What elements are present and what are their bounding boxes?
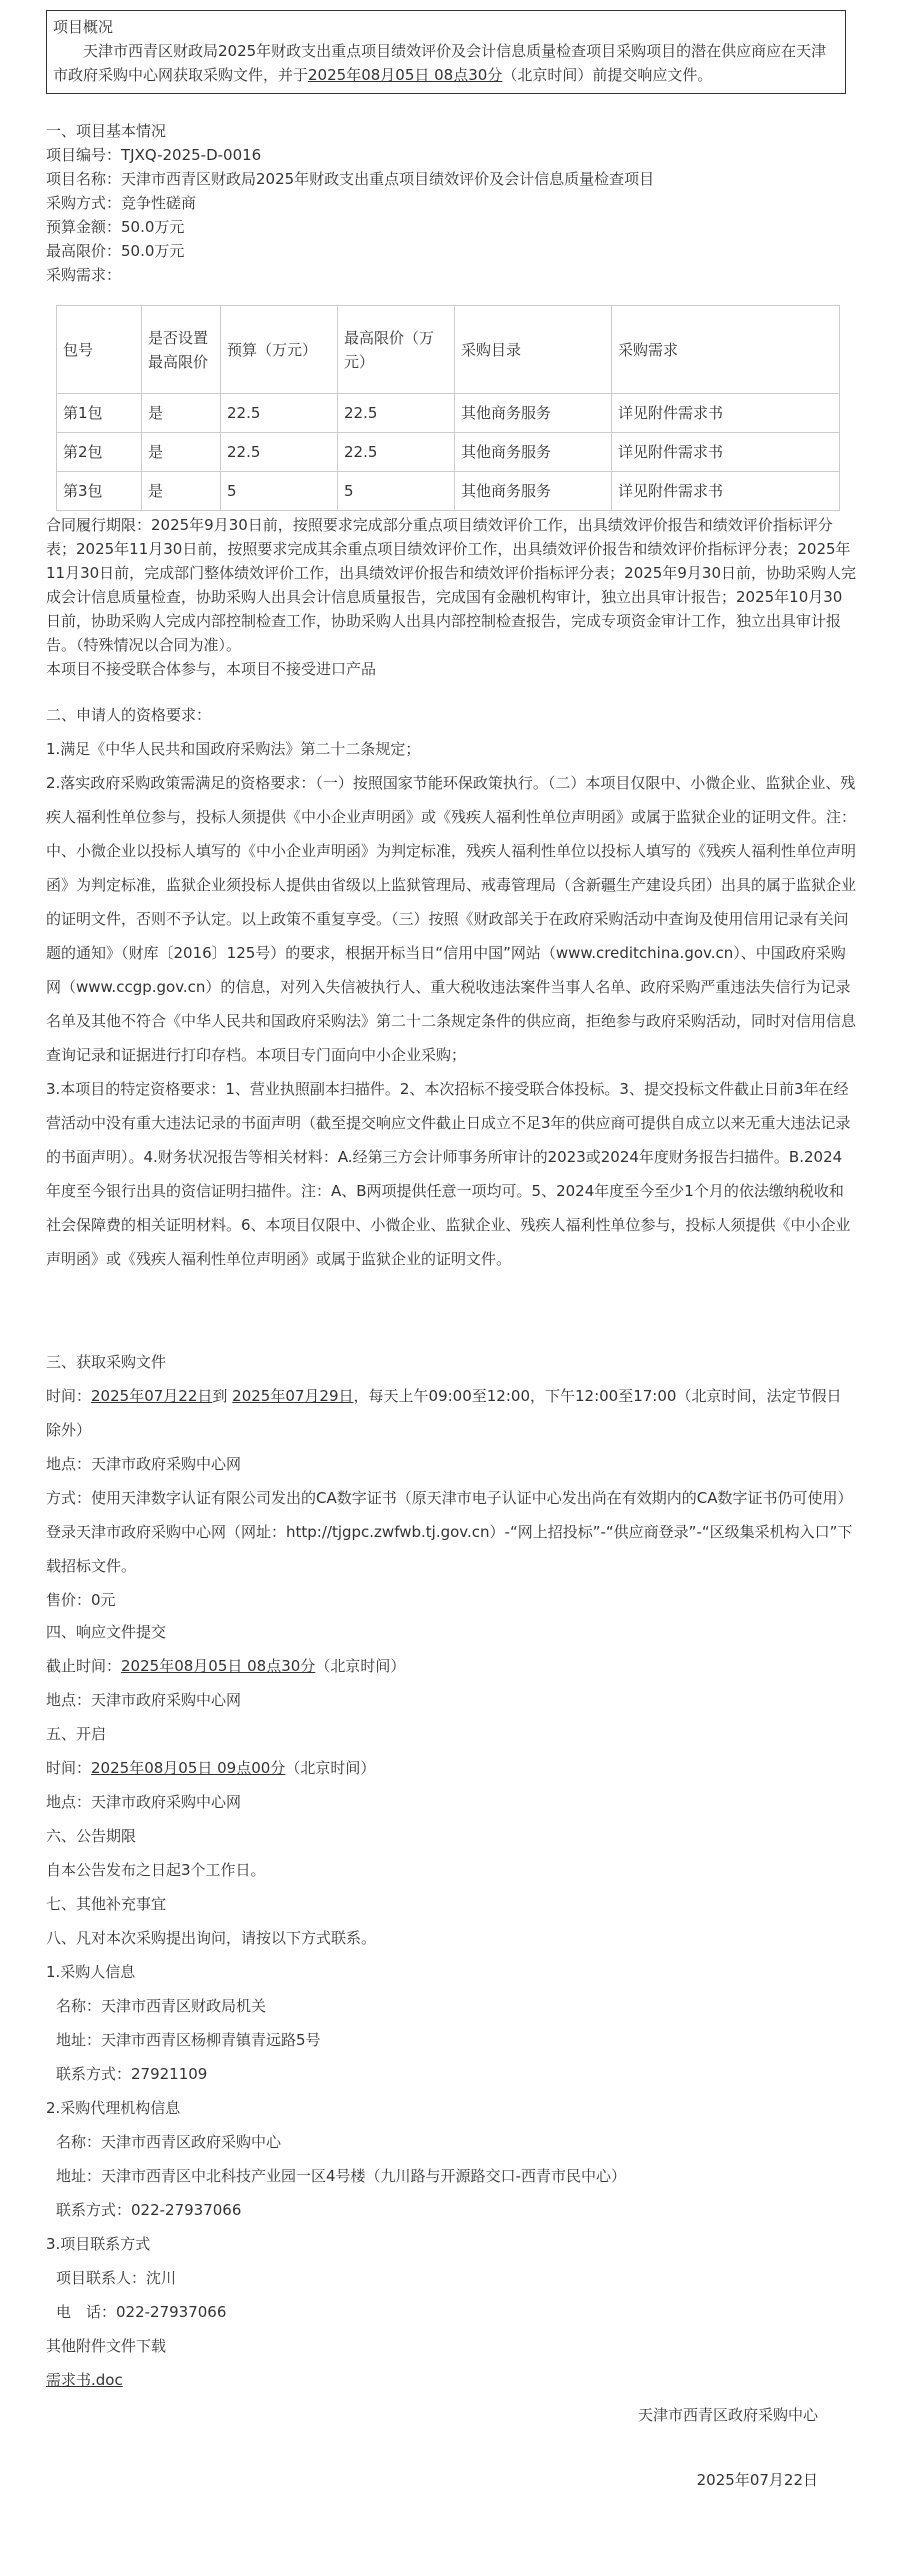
qualification-heading: 二、申请人的资格要求： xyxy=(46,706,212,724)
submit-time: 2025年08月05日 08点30分 xyxy=(121,1657,316,1675)
obtain-heading: 三、获取采购文件 xyxy=(46,1353,167,1371)
open-rest: （北京时间） xyxy=(285,1759,376,1777)
table-row xyxy=(57,394,840,433)
contract-period: 合同履行期限：2025年9月30日前，按照要求完成部分重点项目绩效评价工作，出具绩效评价报告和绩效评价指标评分表；2025年11月30日前，按照要求完成其余重点项目绩效评价工作，出具绩效评价报告和绩效评价指标评分表；2025年11月30日前，完成部门整体绩效评价工作，出具绩效评价报告和绩效评价指标评分表；2025年9月30日前，协助采购人完成会计信息质量检查，协助采购人出具会计信息质量报告，完成国有金融机构审计，独立出具审计报告；2025年10月30日前，协助采购人完成内部控制检查工作，协助采购人出具内部控制检查报告，完成专项资金审计工作，独立出具审计报告。（特殊情况以合同为准）。 xyxy=(46,516,856,654)
table-cell: 详见附件需求书 xyxy=(612,472,840,511)
table-row xyxy=(57,433,840,472)
open-place: 地点：天津市政府采购中心网 xyxy=(46,1793,242,1811)
table-header-cell: 采购目录 xyxy=(455,306,612,394)
no-consortium-note: 本项目不接受联合体参与，本项目不接受进口产品 xyxy=(46,660,377,678)
table-cell: 其他商务服务 xyxy=(455,472,612,511)
buyer-heading: 1.采购人信息 xyxy=(46,1963,136,1981)
notice-heading: 六、公告期限 xyxy=(46,1827,137,1845)
basic-info-section xyxy=(46,119,856,287)
budget-amount: 预算金额：50.0万元 xyxy=(46,218,185,236)
submit-label: 截止时间： xyxy=(46,1657,122,1675)
basic-heading: 一、项目基本情况 xyxy=(46,122,167,140)
obtain-price: 售价：0元 xyxy=(46,1591,116,1609)
footer-org: 天津市西青区政府采购中心 xyxy=(637,2406,818,2424)
overview-deadline: 2025年08月05日 08点30分 xyxy=(308,66,503,84)
project-contact-heading: 3.项目联系方式 xyxy=(46,2235,151,2253)
submit-rest: （北京时间） xyxy=(315,1657,406,1675)
project-contact-phone: 电 话：022-27937066 xyxy=(56,2303,227,2321)
project-contact-person: 项目联系人：沈川 xyxy=(56,2269,177,2287)
project-number: 项目编号：TJXQ-2025-D-0016 xyxy=(46,146,262,164)
table-header-cell: 包号 xyxy=(57,306,142,394)
table-cell: 其他商务服务 xyxy=(455,433,612,472)
obtain-end-date: 2025年07月29日 xyxy=(232,1387,354,1405)
obtain-to: 到 xyxy=(212,1387,228,1405)
overview-title: 项目概况 xyxy=(53,18,114,36)
table-cell: 其他商务服务 xyxy=(455,394,612,433)
table-cell: 22.5 xyxy=(338,394,455,433)
submit-heading: 四、响应文件提交 xyxy=(46,1623,167,1641)
table-cell: 是 xyxy=(142,472,221,511)
requirements-label: 采购需求： xyxy=(46,266,122,284)
agency-address: 地址：天津市西青区中北科技产业园一区4号楼（九川路与开源路交口-西青市民中心） xyxy=(56,2167,626,2185)
table-cell: 5 xyxy=(221,472,338,511)
other-heading: 七、其他补充事宜 xyxy=(46,1895,167,1913)
table-cell: 是 xyxy=(142,433,221,472)
obtain-place: 地点：天津市政府采购中心网 xyxy=(46,1455,242,1473)
overview-text xyxy=(53,39,839,87)
table-cell: 22.5 xyxy=(221,433,338,472)
agency-heading: 2.采购代理机构信息 xyxy=(46,2099,181,2117)
overview-text-b: （北京时间）前提交响应文件。 xyxy=(502,66,713,84)
table-cell: 第1包 xyxy=(57,394,142,433)
obtain-start-date: 2025年07月22日 xyxy=(91,1387,213,1405)
table-cell: 第2包 xyxy=(57,433,142,472)
notice-text: 自本公告发布之日起3个工作日。 xyxy=(46,1861,266,1879)
table-cell: 详见附件需求书 xyxy=(612,433,840,472)
overview-text-a: 天津市西青区财政局2025年财政支出重点项目绩效评价及会计信息质量检查项目采购项目的潜在供应商应在天津市政府采购中心网获取采购文件，并于 xyxy=(53,42,827,84)
footer-date: 2025年07月22日 xyxy=(696,2471,818,2489)
submit-place: 地点：天津市政府采购中心网 xyxy=(46,1691,242,1709)
buyer-phone: 联系方式：27921109 xyxy=(56,2065,208,2083)
open-time-value: 2025年08月05日 09点00分 xyxy=(91,1759,286,1777)
table-cell: 是 xyxy=(142,394,221,433)
table-header-cell: 采购需求 xyxy=(612,306,840,394)
attachments-label: 其他附件文件下载 xyxy=(46,2337,167,2355)
contact-heading: 八、凡对本次采购提出询问，请按以下方式联系。 xyxy=(46,1929,377,1947)
obtain-time xyxy=(46,1379,856,1447)
qualification-item-1: 1.满足《中华人民共和国政府采购法》第二十二条规定； xyxy=(46,740,421,758)
table-cell: 22.5 xyxy=(221,394,338,433)
obtain-time-label: 时间： xyxy=(46,1387,92,1405)
submit-section xyxy=(46,1615,856,2397)
buyer-name: 名称：天津市西青区财政局机关 xyxy=(56,1997,267,2015)
agency-name: 名称：天津市西青区政府采购中心 xyxy=(56,2133,282,2151)
obtain-time-rest: ，每天上午09:00至12:00，下午12:00至17:00（北京时间，法定节假日除外） xyxy=(46,1387,842,1439)
table-cell: 5 xyxy=(338,472,455,511)
attachment-link-requirements-doc[interactable]: 需求书.doc xyxy=(46,2371,123,2389)
table-row xyxy=(57,472,840,511)
contract-section xyxy=(46,513,856,681)
open-time xyxy=(46,1751,856,1785)
open-heading: 五、开启 xyxy=(46,1725,107,1743)
requirements-table xyxy=(56,305,840,511)
procurement-method: 采购方式：竞争性磋商 xyxy=(46,194,197,212)
qualification-item-2: 2.落实政府采购政策需满足的资格要求：（一）按照国家节能环保政策执行。（二）本项目仅限中、小微企业、监狱企业、残疾人福利性单位参与，投标人须提供《中小企业声明函》或《残疾人福利性单位声明函》或属于监狱企业的证明文件。注：中、小微企业以投标人填写的《中小企业声明函》为判定标准，残疾人福利性单位以投标人填写的《残疾人福利性单位声明函》为判定标准，监狱企业须投标人提供由省级以上监狱管理局、戒毒管理局（含新疆生产建设兵团）出具的属于监狱企业的证明文件，否则不予认定。以上政策不重复享受。（三）按照《财政部关于在政府采购活动中查询及使用信用记录有关问题的通知》（财库〔2016〕125号）的要求，根据开标当日“信用中国”网站（www.creditchina.gov.cn）、中国政府采购网（www.ccgp.gov.cn）的信息，对列入失信被执行人、重大税收违法案件当事人名单、政府采购严重违法失信行为记录名单及其他不符合《中华人民共和国政府采购法》第二十二条规定条件的供应商，拒绝参与政府采购活动，同时对信用信息查询记录和证据进行打印存档。本项目专门面向中小企业采购； xyxy=(46,774,857,1064)
buyer-address: 地址：天津市西青区杨柳青镇青远路5号 xyxy=(56,2031,321,2049)
table-cell: 第3包 xyxy=(57,472,142,511)
submit-deadline xyxy=(46,1649,856,1683)
project-name: 项目名称：天津市西青区财政局2025年财政支出重点项目绩效评价及会计信息质量检查项目 xyxy=(46,170,655,188)
table-cell: 22.5 xyxy=(338,433,455,472)
table-cell: 详见附件需求书 xyxy=(612,394,840,433)
overview-box xyxy=(46,10,846,94)
agency-phone: 联系方式：022-27937066 xyxy=(56,2201,242,2219)
qualification-section xyxy=(46,698,856,1276)
table-header-cell: 最高限价（万元） xyxy=(338,306,455,394)
table-header-cell: 预算（万元） xyxy=(221,306,338,394)
obtain-method: 方式：使用天津数字认证有限公司发出的CA数字证书（原天津市电子认证中心发出尚在有效期内的CA数字证书仍可使用）登录天津市政府采购中心网（网址：http://tjgpc.zwfwb.tj.gov.cn）-“网上招投标”-“供应商登录”-“区级集采机构入口”下载招标文件。 xyxy=(46,1489,853,1575)
qualification-item-3: 3.本项目的特定资格要求：1、营业执照副本扫描件。2、本次招标不接受联合体投标。3、提交投标文件截止日前3年在经营活动中没有重大违法记录的书面声明（截至提交响应文件截止日成立不足3年的供应商可提供自成立以来无重大违法记录的书面声明）。4.财务状况报告等相关材料：A.经第三方会计师事务所审计的2023或2024年度财务报告扫描件。B.2024年度至今银行出具的资信证明扫描件。注：A、B两项提供任意一项均可。5、2024年度至今至少1个月的依法缴纳税收和社会保障费的相关证明材料。6、本项目仅限中、小微企业、监狱企业、残疾人福利性单位参与，投标人须提供《中小企业声明函》或《残疾人福利性单位声明函》或属于监狱企业的证明文件。 xyxy=(46,1080,851,1268)
table-header-cell: 是否设置最高限价 xyxy=(142,306,221,394)
open-label: 时间： xyxy=(46,1759,92,1777)
obtain-section xyxy=(46,1345,856,1617)
max-price: 最高限价：50.0万元 xyxy=(46,242,185,260)
table-header-row xyxy=(57,306,840,394)
